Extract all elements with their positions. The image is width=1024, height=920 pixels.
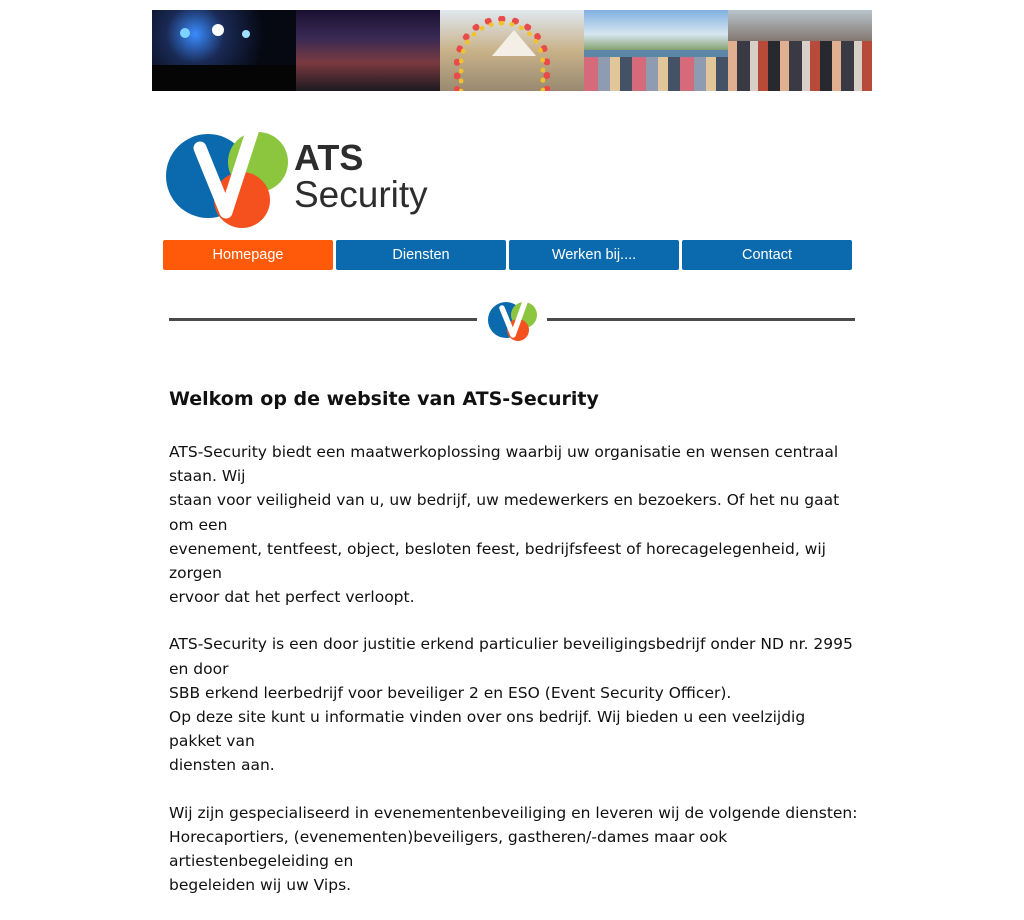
header-banner: [152, 10, 872, 91]
stage-concert-photo: [152, 10, 296, 91]
nav-contact[interactable]: Contact: [682, 240, 852, 270]
canal-festival-photo: [584, 10, 728, 91]
paragraph-line: evenement, tentfeest, object, besloten feest, bedrijfsfeest of horecagelegenheid, wij zorgen: [169, 539, 826, 583]
paragraph-line: SBB erkend leerbedrijf voor beveiliger 2 en ESO (Event Security Officer).: [169, 683, 732, 702]
main-content: [169, 384, 859, 920]
balloon-arch-photo: [440, 10, 584, 91]
page-title: Welkom op de website van ATS-Security: [169, 388, 599, 410]
logo-text-ats: ATS: [294, 137, 364, 178]
nav-homepage[interactable]: Homepage: [163, 240, 333, 270]
logo-wordmark: [294, 137, 428, 215]
divider-line-right: [547, 318, 855, 321]
services-paragraph: [169, 801, 859, 898]
paragraph-line: Wij zijn gespecialiseerd in evenementenbeveiliging en leveren wij de volgende diensten:: [169, 803, 858, 822]
paragraph-line: begeleiden wij uw Vips.: [169, 876, 352, 895]
paragraph-line: staan voor veiligheid van u, uw bedrijf, uw medewerkers en bezoekers. Of het nu gaat om een: [169, 491, 840, 534]
paragraph-line: Horecaportiers, (evenementen)beveiligers, gastheren/-dames maar ook artiestenbegeleiding en: [169, 827, 728, 871]
company-paragraph: [169, 632, 859, 777]
paragraph-line: ATS-Security biedt een maatwerkoplossing waarbij uw organisatie en wensen centraal staan. Wij: [169, 443, 839, 486]
divider-line-left: [169, 318, 477, 321]
logo-mark-icon: [486, 299, 538, 341]
nav-diensten[interactable]: Diensten: [336, 240, 506, 270]
night-event-photo: [296, 10, 440, 91]
paragraph-line: ervoor dat het perfect verloopt.: [169, 588, 415, 607]
main-nav: [163, 240, 853, 270]
paragraph-line: Op deze site kunt u informatie vinden over ons bedrijf. Wij bieden u een veelzijdig pakket van: [169, 708, 806, 751]
crowd-event-photo: [728, 10, 872, 91]
nav-werken-bij[interactable]: Werken bij....: [509, 240, 679, 270]
paragraph-line: ATS-Security is een door justitie erkend particulier beveiligingsbedrijf onder ND nr. 2995 en door: [169, 635, 853, 678]
paragraph-line: diensten aan.: [169, 756, 275, 775]
intro-paragraph: [169, 440, 859, 609]
logo-text-security: Security: [294, 174, 428, 215]
